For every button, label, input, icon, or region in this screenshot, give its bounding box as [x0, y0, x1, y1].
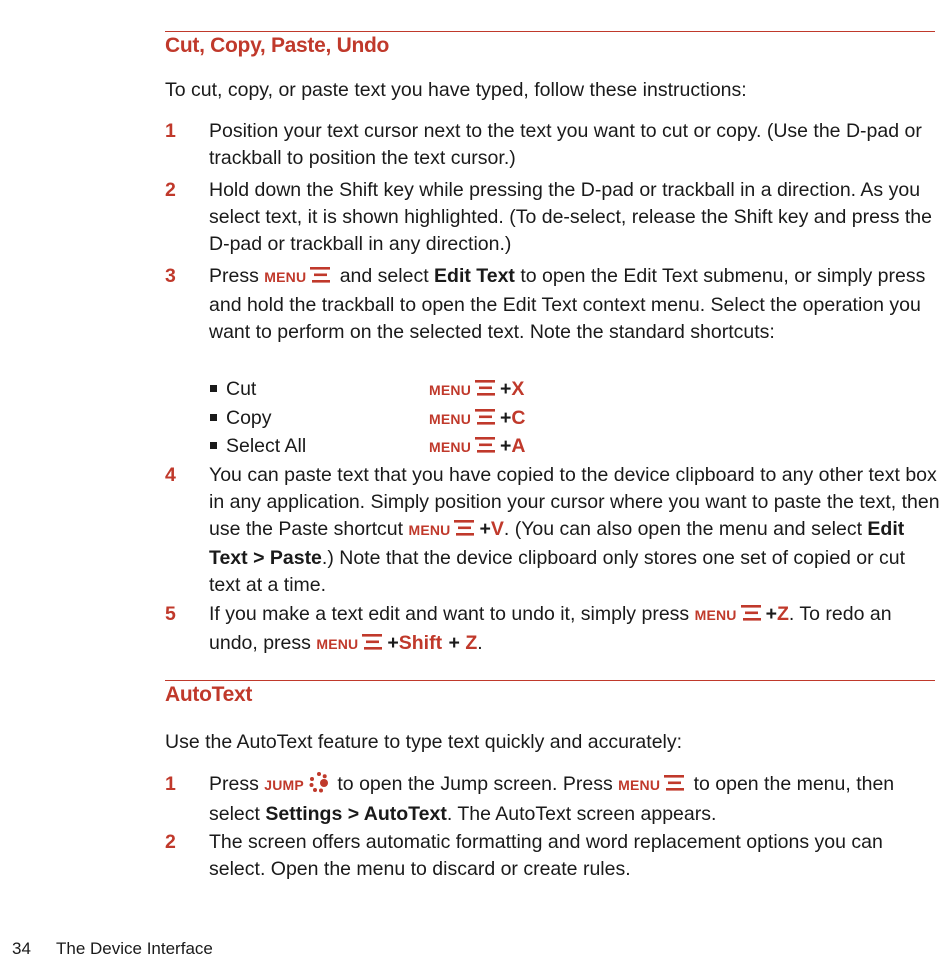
step-number: 4 — [165, 464, 176, 486]
plus-sign: + — [500, 435, 512, 457]
menu-icon — [664, 773, 686, 800]
step-text-part: . — [477, 632, 483, 654]
menu-icon — [362, 632, 384, 659]
shortcut-letter: V — [490, 518, 504, 540]
step-item — [165, 462, 940, 599]
step-number: 3 — [165, 265, 176, 287]
jump-icon — [308, 771, 330, 801]
shortcut-letter: Z — [777, 603, 789, 625]
section-rule-autotext — [165, 680, 935, 681]
step-text-part: to open the Edit Text submenu, or simply press and hold the trackball to open the Edit Text context menu. Select the operation you want to perform on the selected text. Note the standard shortcuts: — [209, 265, 926, 343]
menu-key-label: MENU — [264, 269, 307, 285]
section-heading-cut-copy-paste: Cut, Copy, Paste, Undo — [165, 34, 390, 57]
step-text-part: to open the Jump screen. Press — [331, 773, 619, 795]
shortcut-row-cut — [210, 376, 710, 403]
menu-path: Settings > AutoText — [265, 803, 447, 825]
shortcut-row-select-all — [210, 433, 710, 460]
step-text-part: . To redo an undo, press — [209, 603, 892, 654]
step-text: The screen offers automatic formatting and word replacement options you can select. Open the menu to discard or create rules. — [209, 831, 883, 880]
plus-sign: + — [448, 632, 460, 654]
shortcut-letter: Z — [465, 632, 478, 654]
bullet-icon — [210, 414, 217, 421]
menu-key-label: MENU — [618, 777, 661, 793]
step-text — [209, 462, 940, 599]
menu-icon — [475, 378, 497, 405]
step-item — [165, 177, 940, 258]
step-text-part: Press — [209, 773, 265, 795]
step-text-part: . (You can also open the menu and select — [503, 518, 868, 540]
plus-sign: + — [479, 518, 491, 540]
step-item — [165, 829, 940, 883]
plus-sign: + — [500, 378, 512, 400]
step-text-part: to open the menu, then select — [209, 773, 895, 825]
step-text-part: and select — [334, 265, 435, 287]
step-item — [165, 771, 940, 828]
plus-sign: + — [500, 407, 512, 429]
menu-icon — [454, 518, 476, 545]
shortcut-letter: C — [511, 407, 526, 429]
shortcut-label: Cut — [226, 378, 257, 400]
step-text-part: If you make a text edit and want to undo it, simply press — [209, 603, 695, 625]
jump-key-label: JUMP — [264, 777, 304, 793]
step-text-part: .) Note that the device clipboard only stores one set of copied or cut text at a time. — [209, 547, 906, 596]
shortcut-letter: X — [511, 378, 525, 400]
shortcut-letter: A — [511, 435, 526, 457]
menu-key-label: MENU — [429, 411, 472, 427]
plus-sign: + — [765, 603, 777, 625]
bullet-icon — [210, 385, 217, 392]
menu-key-label: MENU — [429, 382, 472, 398]
shift-key-label: Shift — [398, 632, 443, 654]
section-intro: Use the AutoText feature to type text quickly and accurately: — [165, 731, 683, 753]
menu-key-label: MENU — [316, 636, 359, 652]
step-number: 2 — [165, 831, 176, 853]
step-text-part: You can paste text that you have copied to the device clipboard to any other text box in any application. Simply position your cursor where you want to paste the text, then use the Paste shortcut — [209, 464, 940, 540]
step-number: 2 — [165, 179, 176, 201]
menu-icon — [310, 265, 332, 292]
shortcut-combo — [429, 376, 524, 405]
section-heading-autotext: AutoText — [165, 683, 253, 706]
page-number: 34 — [12, 939, 31, 958]
plus-sign: + — [387, 632, 399, 654]
menu-key-label: MENU — [408, 522, 451, 538]
step-text: Hold down the Shift key while pressing the D-pad or trackball in a direction. As you select text, it is shown highlighted. (To de-select, release the Shift key and press the D-pad or trackball in any direction.) — [209, 179, 932, 255]
menu-icon — [741, 603, 763, 630]
footer-title: The Device Interface — [56, 939, 213, 958]
shortcut-combo — [429, 405, 526, 434]
menu-key-label: MENU — [429, 439, 472, 455]
shortcut-label: Copy — [226, 407, 272, 429]
step-text — [209, 601, 940, 659]
section-rule-top — [165, 31, 935, 32]
step-text-part: . The AutoText screen appears. — [446, 803, 717, 825]
menu-path: Edit Text — [434, 265, 515, 287]
step-number: 1 — [165, 773, 176, 795]
menu-key-label: MENU — [694, 607, 737, 623]
step-text — [209, 263, 940, 346]
menu-path: Edit Text > Paste — [209, 518, 905, 569]
step-item — [165, 118, 940, 172]
menu-icon — [475, 435, 497, 462]
shortcut-combo — [429, 433, 526, 462]
step-number: 1 — [165, 120, 176, 142]
step-number: 5 — [165, 603, 176, 625]
shortcut-label: Select All — [226, 435, 307, 457]
step-item — [165, 263, 940, 346]
menu-icon — [475, 407, 497, 434]
section-intro: To cut, copy, or paste text you have typed, follow these instructions: — [165, 79, 747, 101]
step-text — [209, 771, 940, 828]
step-text: Position your text cursor next to the text you want to cut or copy. (Use the D-pad or trackball to position the text cursor.) — [209, 120, 922, 169]
bullet-icon — [210, 442, 217, 449]
step-text-part: Press — [209, 265, 265, 287]
step-item — [165, 601, 940, 659]
shortcut-row-copy — [210, 405, 710, 432]
